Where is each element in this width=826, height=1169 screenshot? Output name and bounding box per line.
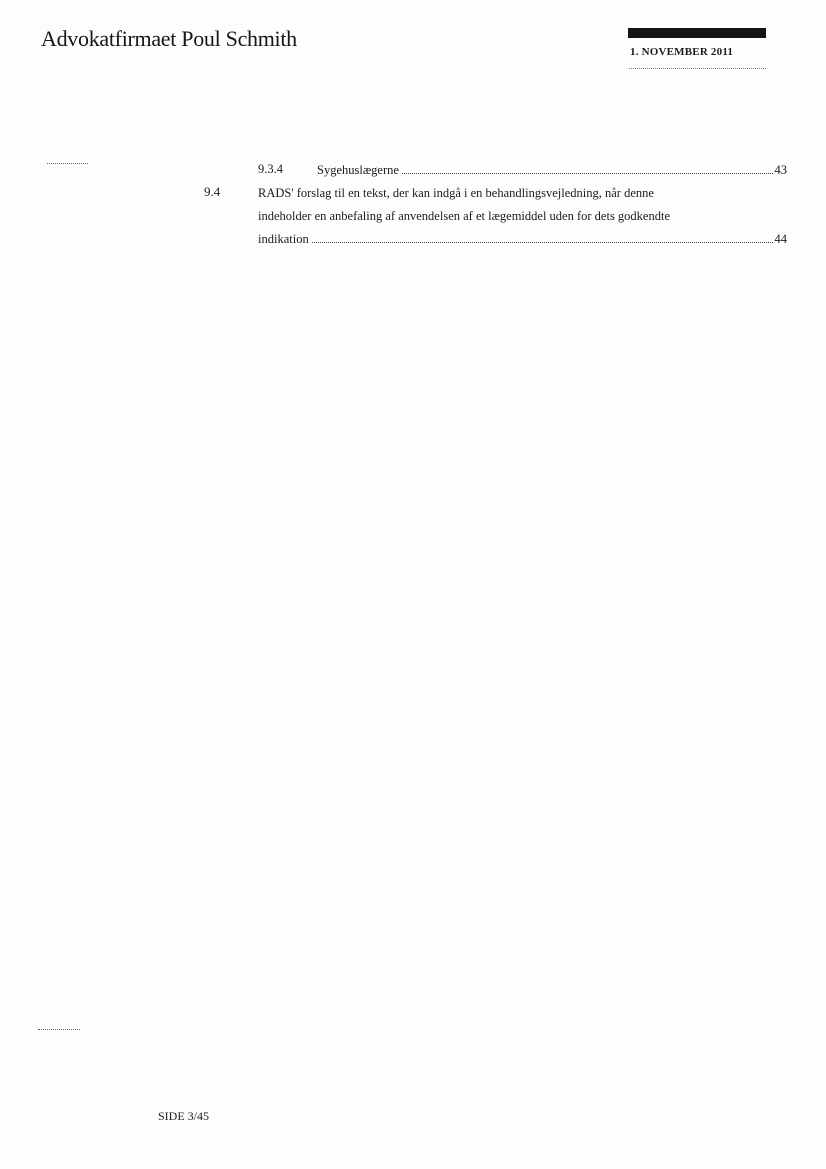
header-divider bbox=[629, 68, 766, 69]
toc-leader bbox=[402, 173, 773, 174]
header-bar bbox=[628, 28, 766, 38]
page-number: SIDE 3/45 bbox=[158, 1109, 209, 1123]
firm-name: Advokatfirmaet Poul Schmith bbox=[41, 26, 297, 51]
toc-number: 9.4 bbox=[204, 184, 221, 199]
margin-mark-bottom bbox=[38, 1029, 80, 1030]
header-date: 1. NOVEMBER 2011 bbox=[630, 46, 734, 58]
toc-leader bbox=[312, 242, 773, 243]
margin-mark-top bbox=[47, 163, 88, 164]
toc-title: Sygehuslægerne bbox=[317, 163, 399, 177]
toc-page: 43 bbox=[774, 163, 787, 177]
toc-title-line-1: RADS' forslag til en tekst, der kan indgå i en behandlingsvejledning, når denne bbox=[258, 186, 654, 200]
toc-number: 9.3.4 bbox=[258, 162, 283, 176]
toc-page: 44 bbox=[774, 232, 787, 246]
toc-title-line-3: indikation bbox=[258, 232, 309, 246]
toc-title-line-2: indeholder en anbefaling af anvendelsen af et lægemiddel uden for dets godkendte bbox=[258, 209, 671, 223]
